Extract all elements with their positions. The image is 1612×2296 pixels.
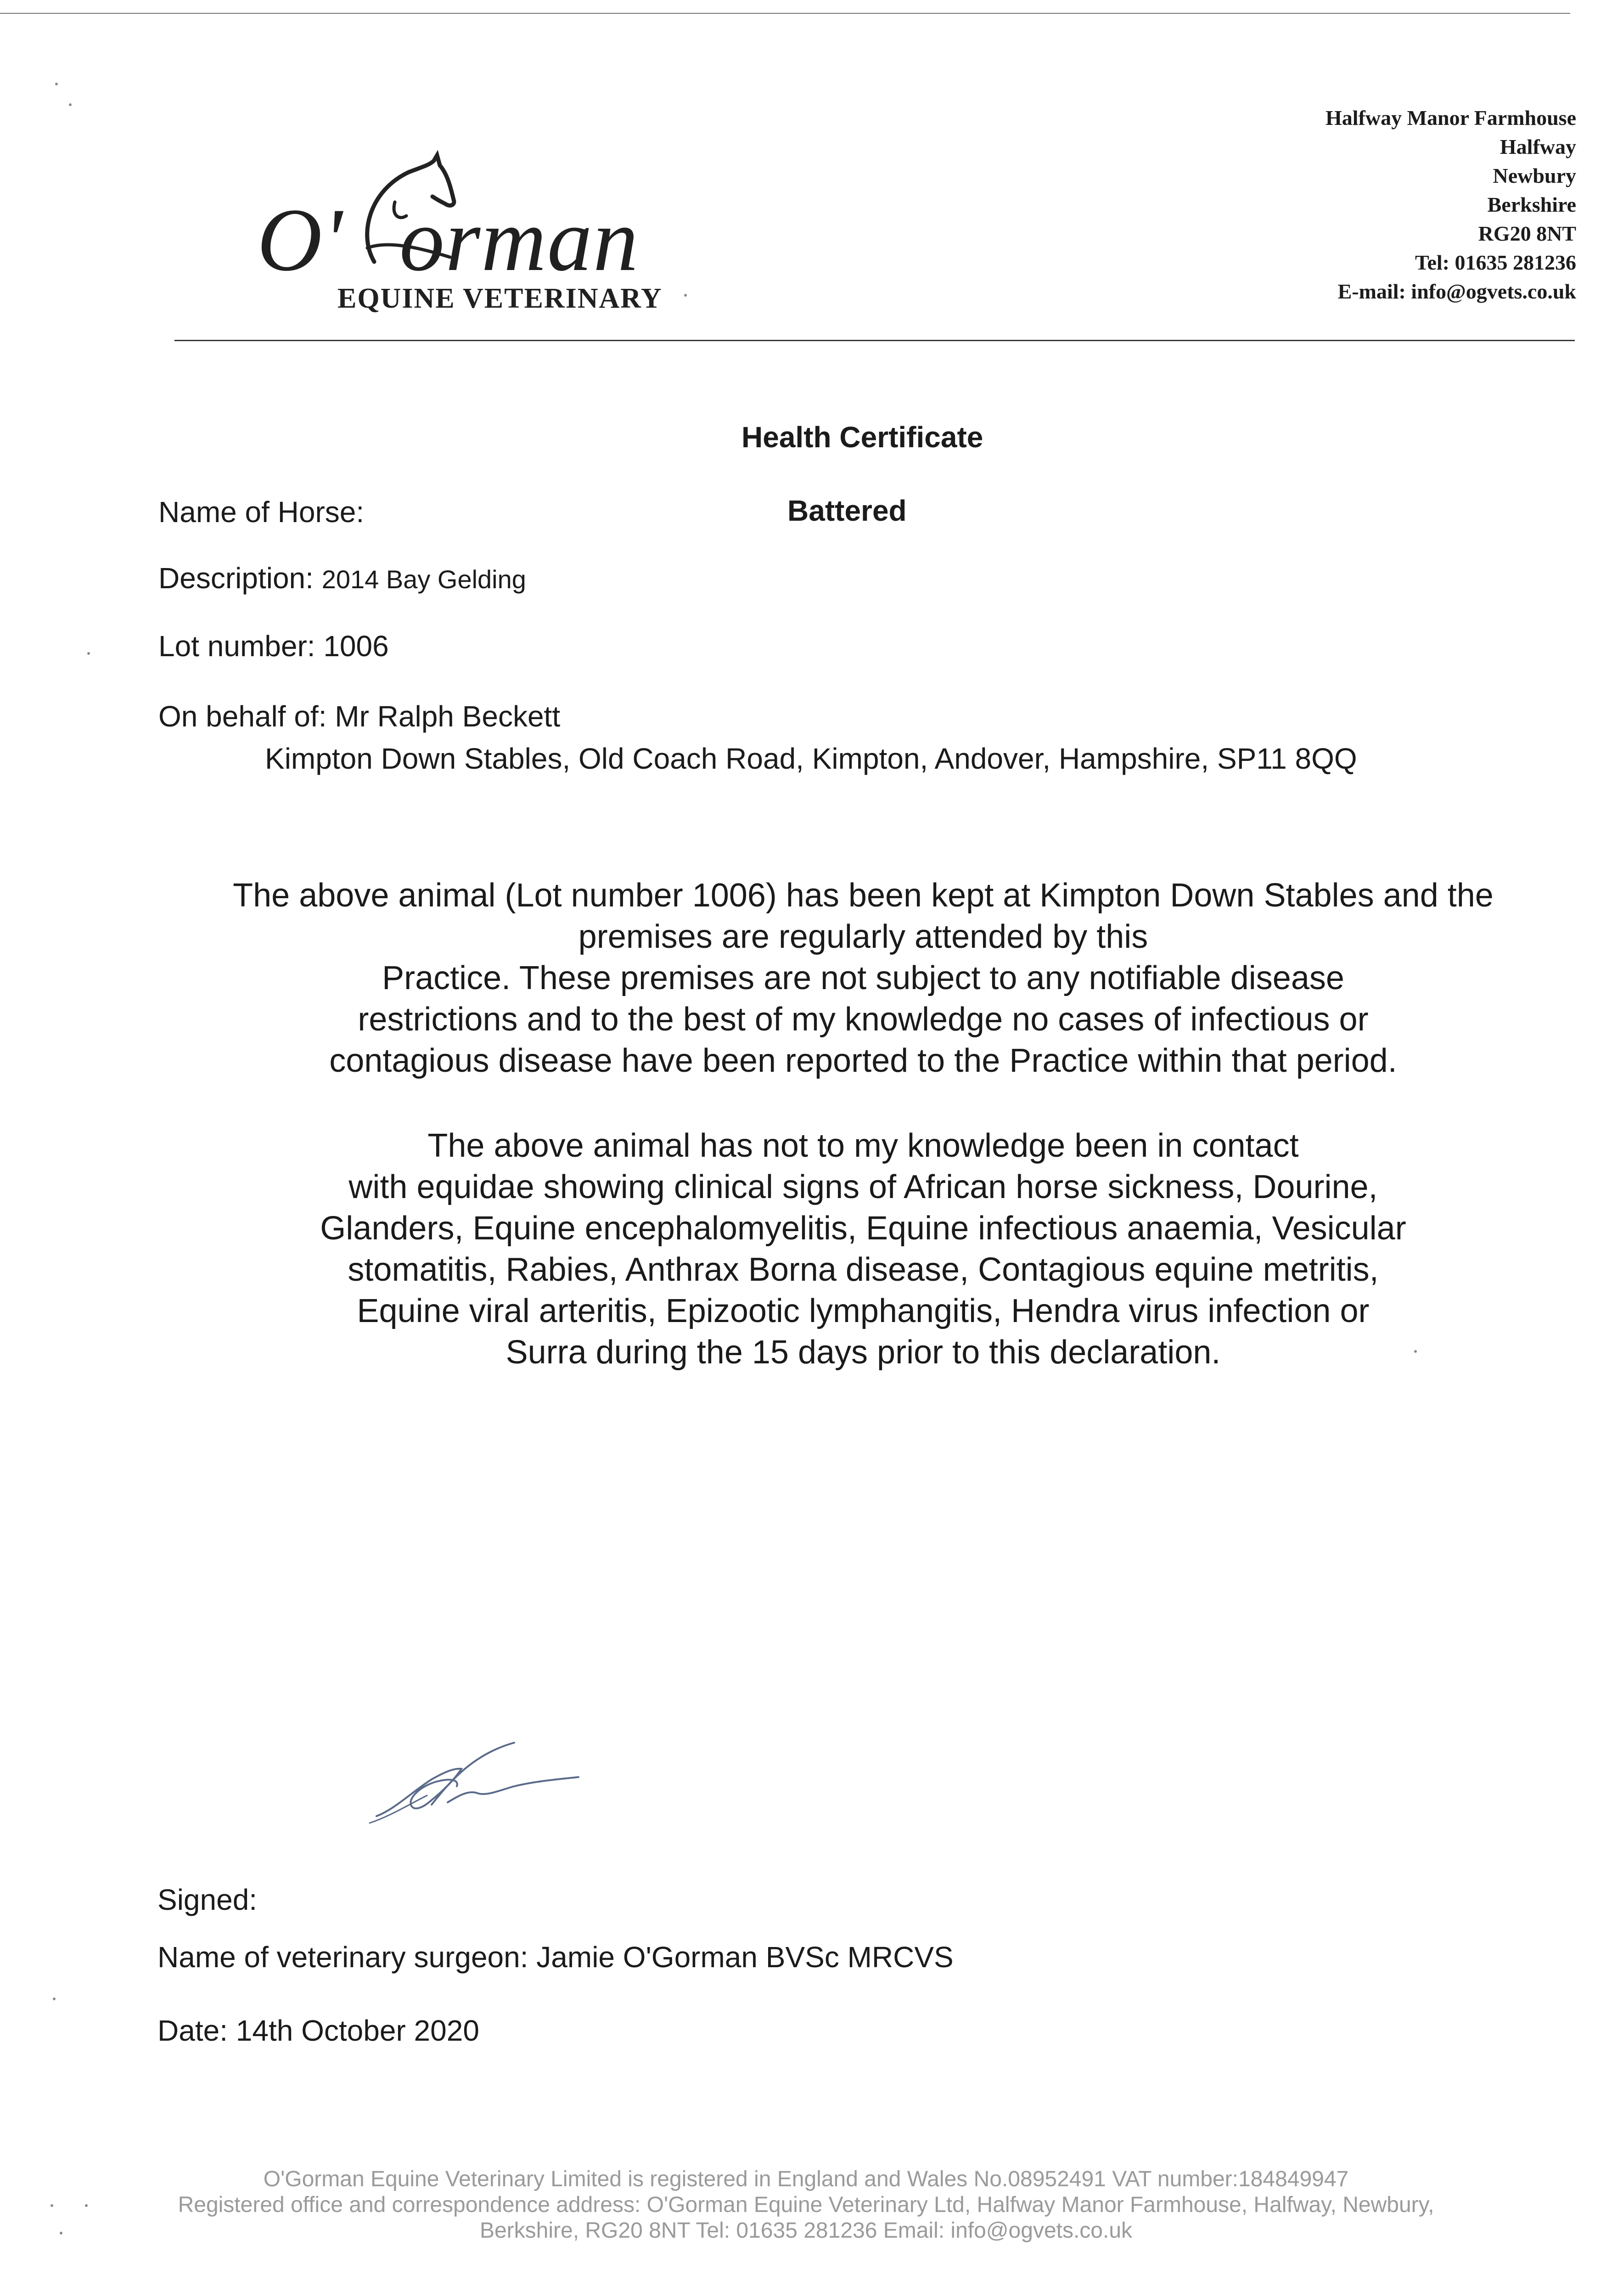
behalf-address: Kimpton Down Stables, Old Coach Road, Kimpton, Andover, Hampshire, SP11 8QQ <box>265 742 1357 775</box>
logo-subtitle: EQUINE VETERINARY <box>337 283 663 314</box>
statement-line: Glanders, Equine encephalomyelitis, Equine infectious anaemia, Vesicular <box>320 1210 1406 1247</box>
scan-speck <box>684 294 687 297</box>
address-line: Halfway Manor Farmhouse <box>1325 106 1576 129</box>
scan-speck <box>1414 1350 1417 1353</box>
surgeon-label: Name of veterinary surgeon: <box>157 1941 528 1974</box>
description-value: 2014 Bay Gelding <box>321 565 526 594</box>
footer-line: O'Gorman Equine Veterinary Limited is registered in England and Wales No.08952491 VAT number:184849947 <box>263 2167 1349 2191</box>
scan-speck <box>51 2204 53 2207</box>
statement-line: restrictions and to the best of my knowledge no cases of infectious or <box>358 1001 1369 1038</box>
surgeon-name: Jamie O'Gorman BVSc MRCVS <box>536 1941 954 1974</box>
statement-line: contagious disease have been reported to the Practice within that period. <box>329 1042 1397 1079</box>
scan-speck <box>69 103 72 106</box>
statement-line: Practice. These premises are not subject to any notifiable disease <box>382 960 1344 996</box>
statement-line: premises are regularly attended by this <box>578 918 1148 955</box>
behalf-row <box>158 699 560 733</box>
surgeon-row <box>157 1940 954 1974</box>
date-row <box>157 2014 479 2048</box>
behalf-label: On behalf of: <box>158 700 327 733</box>
address-line: Berkshire <box>1487 193 1576 216</box>
address-email: E-mail: info@ogvets.co.uk <box>1337 280 1576 303</box>
lot-number-value: 1006 <box>323 630 389 663</box>
scan-speck <box>87 652 90 655</box>
statement-line: Equine viral arteritis, Epizootic lymphangitis, Hendra virus infection or <box>357 1293 1370 1329</box>
company-footer <box>0 2167 1612 2244</box>
statement-line: The above animal (Lot number 1006) has been kept at Kimpton Down Stables and the <box>233 877 1494 914</box>
statement-contact <box>138 1125 1589 1373</box>
scan-speck <box>53 1998 56 2000</box>
lot-number-label: Lot number: <box>158 630 315 663</box>
handwritten-signature <box>363 1736 592 1837</box>
statement-premises <box>138 875 1589 1081</box>
footer-line: Berkshire, RG20 8NT Tel: 01635 281236 Email: info@ogvets.co.uk <box>479 2218 1133 2243</box>
signed-label: Signed: <box>157 1883 258 1916</box>
logo-wordmark: O' orman <box>257 190 639 290</box>
date-label: Date: <box>157 2014 228 2047</box>
address-line: Newbury <box>1493 164 1576 187</box>
statement-line: stomatitis, Rabies, Anthrax Borna disease, Contagious equine metritis, <box>348 1251 1379 1288</box>
behalf-name: Mr Ralph Beckett <box>335 700 561 733</box>
letterhead-divider <box>174 340 1575 341</box>
certificate-title: Health Certificate <box>741 421 983 454</box>
address-line: Halfway <box>1500 135 1576 158</box>
statement-line: The above animal has not to my knowledge been in contact <box>427 1127 1299 1164</box>
scan-speck <box>85 2204 88 2207</box>
footer-line: Registered office and correspondence address: O'Gorman Equine Veterinary Ltd, Halfway Manor Farmhouse, Halfway, Newbury, <box>178 2193 1434 2217</box>
statement-line: with equidae showing clinical signs of African horse sickness, Dourine, <box>348 1169 1378 1205</box>
description-label: Description: <box>158 562 314 595</box>
horse-name-value: Battered <box>787 494 907 527</box>
horse-name-label: Name of Horse: <box>158 495 365 529</box>
lot-number-row <box>158 629 389 663</box>
scan-speck <box>60 2232 62 2234</box>
description-row <box>158 561 526 595</box>
date-value: 14th October 2020 <box>236 2014 479 2047</box>
practice-address <box>1326 103 1576 306</box>
top-edge-line <box>0 13 1570 14</box>
address-line: RG20 8NT <box>1478 222 1576 245</box>
statement-line: Surra during the 15 days prior to this declaration. <box>506 1334 1221 1371</box>
address-phone: Tel: 01635 281236 <box>1415 251 1576 274</box>
scan-speck <box>55 83 58 85</box>
